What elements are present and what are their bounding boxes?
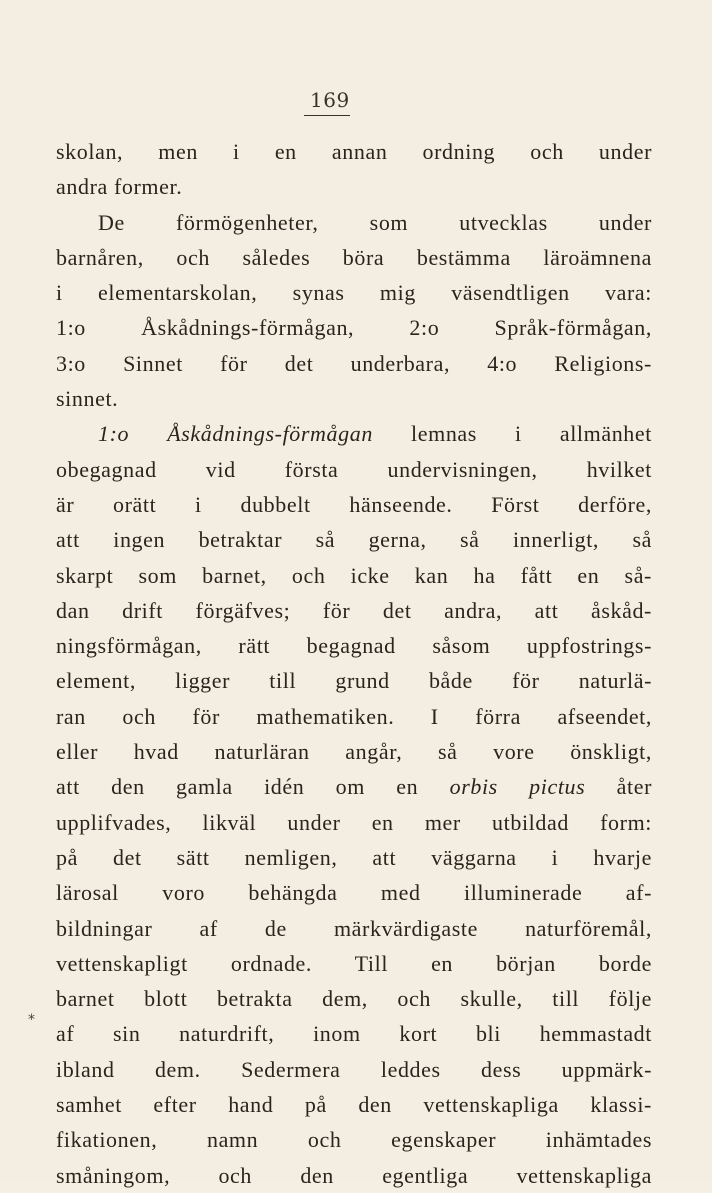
text-line: ibland dem. Sedermera leddes dess uppmärk-: [56, 1056, 652, 1082]
text-line: eller hvad naturläran angår, så vore önskligt,: [56, 739, 652, 765]
text-line: 3:o Sinnet för det underbara, 4:o Religions-: [56, 350, 652, 376]
text-line: fikationen, namn och egenskaper inhämtades: [56, 1127, 652, 1153]
text-line: De förmögenheter, som utvecklas under: [98, 209, 652, 235]
text-line: af sin naturdrift, inom kort bli hemmastadt: [56, 1021, 652, 1047]
text-line: skolan, men i en annan ordning och under: [56, 139, 652, 164]
text-line: är orätt i dubbelt hänseende. Först derföre,: [56, 491, 652, 517]
text-line: dan drift förgäfves; för det andra, att åskåd-: [56, 597, 652, 623]
emphasized-term: Åskådnings-förmågan: [167, 421, 373, 447]
text-line-suffix: lemnas i allmänhet: [372, 421, 652, 447]
text-line: ran och för mathematiken. I förra afseendet,: [56, 703, 652, 729]
text-line: att ingen betraktar så gerna, så innerligt, så: [56, 527, 652, 553]
text-line: skarpt som barnet, och icke kan ha fått en så-: [56, 562, 652, 588]
text-line: [56, 416, 652, 451]
text-line: 1:o Åskådnings-förmågan, 2:o Språk-förmågan,: [56, 315, 652, 341]
text-line: barnet blott betrakta dem, och skulle, till följe: [56, 986, 652, 1012]
page-number-rule: [304, 115, 350, 116]
body-text: [56, 134, 652, 1193]
text-line: vettenskapligt ordnade. Till en början borde: [56, 950, 652, 976]
text-line-prefix: att den gamla idén om en: [56, 774, 450, 800]
text-line: i elementarskolan, synas mig väsendtligen vara:: [56, 280, 652, 306]
emphasized-term: orbis pictus: [449, 774, 586, 800]
text-line: element, ligger till grund både för naturlä-: [56, 668, 652, 694]
text-line: på det sätt nemligen, att väggarna i hvarje: [56, 844, 652, 870]
margin-mark: *: [28, 1012, 35, 1028]
text-line-prefix: 1:o: [98, 421, 168, 447]
text-line: småningom, och den egentliga vettenskapliga: [56, 1162, 652, 1188]
text-line-suffix: åter: [585, 774, 653, 800]
text-line: [56, 769, 652, 804]
page-number: 169: [310, 88, 350, 112]
text-line: barnåren, och således böra bestämma läroämnena: [56, 244, 652, 270]
text-line: bildningar af de märkvärdigaste naturföremål,: [56, 915, 652, 941]
text-line: ningsförmågan, rätt begagnad såsom uppfostrings-: [56, 633, 652, 659]
text-line: upplifvades, likväl under en mer utbildad form:: [56, 809, 652, 835]
text-line: sinnet.: [56, 386, 119, 412]
text-line: andra former.: [56, 174, 183, 200]
text-line: samhet efter hand på den vettenskapliga klassi-: [56, 1092, 652, 1118]
text-line: lärosal voro behängda med illuminerade af-: [56, 880, 652, 906]
text-line: obegagnad vid första undervisningen, hvilket: [56, 456, 652, 482]
